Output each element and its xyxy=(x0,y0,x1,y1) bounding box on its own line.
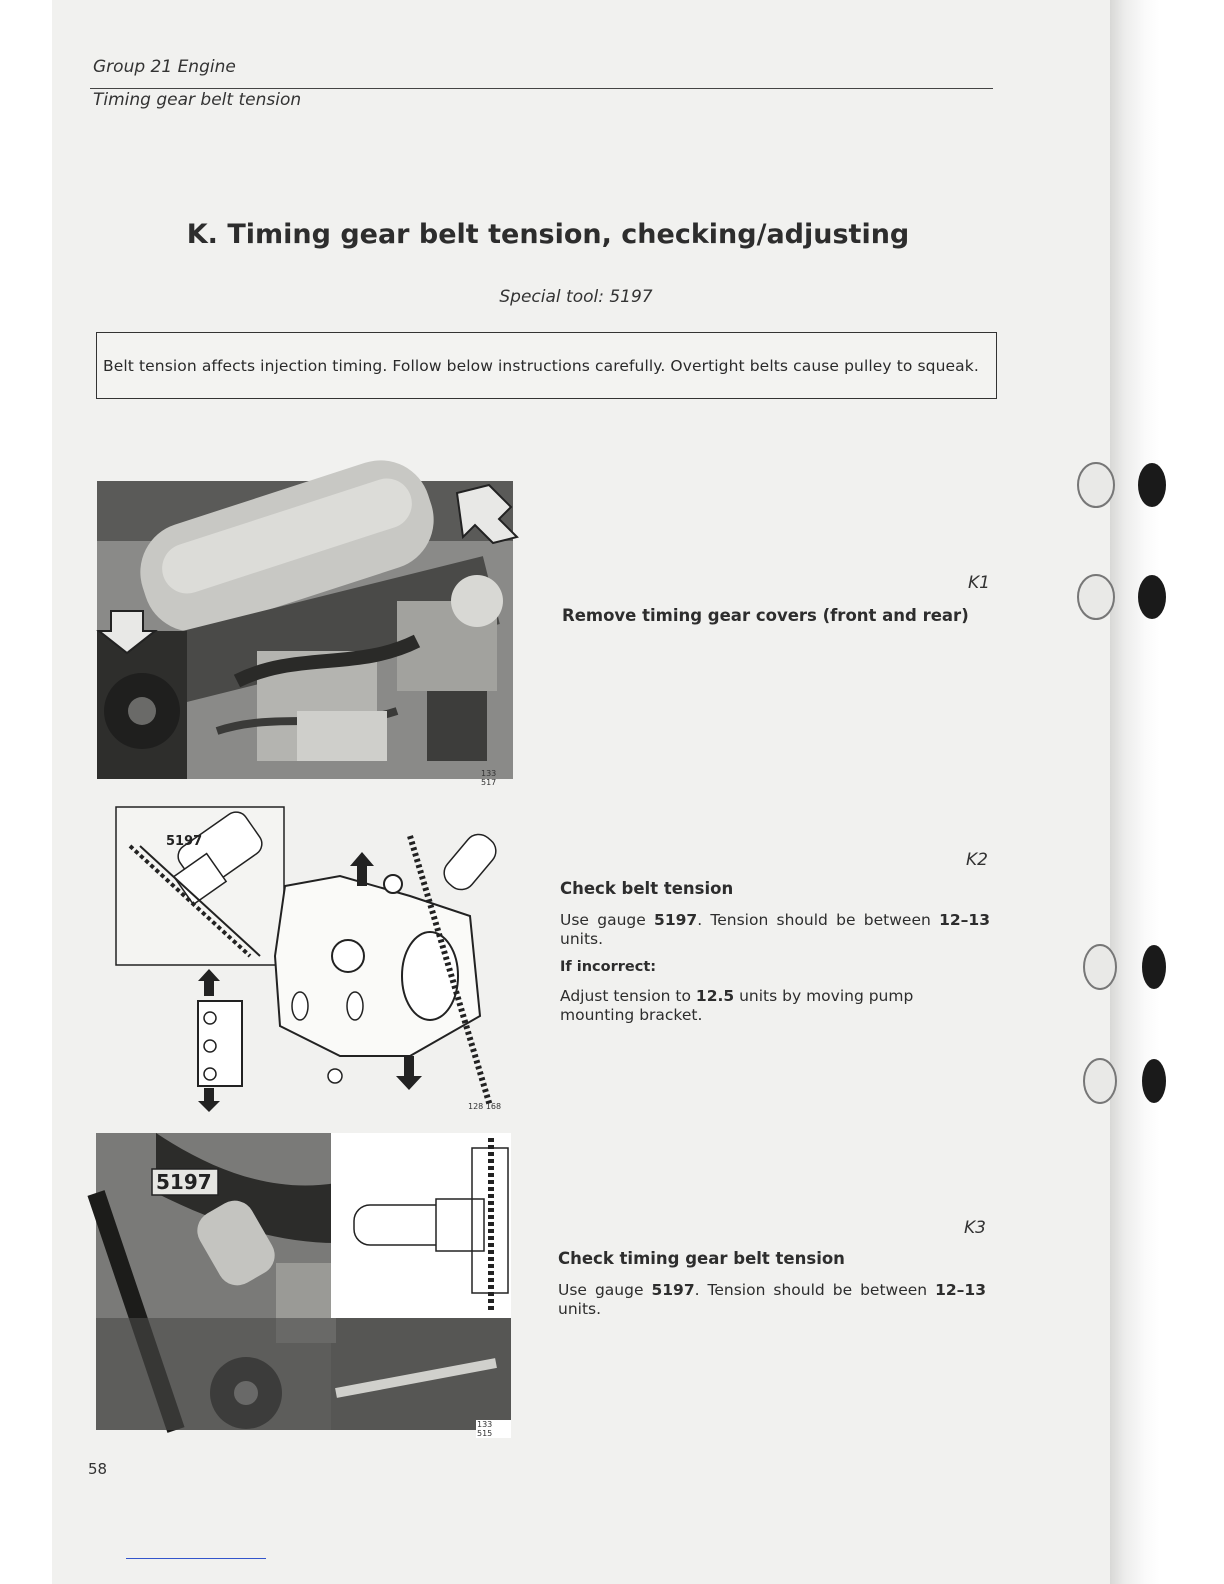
step-k3-heading: Check timing gear belt tension xyxy=(558,1249,845,1268)
page-title: K. Timing gear belt tension, checking/adjusting xyxy=(186,219,910,250)
step-k2-ref: K2 xyxy=(966,850,988,870)
note-text: Belt tension affects injection timing. Follow below instructions carefully. Overtight belts cause pulley to squeak. xyxy=(103,356,979,375)
step-k3-body: Use gauge 5197. Tension should be between 12–13 units. xyxy=(558,1281,986,1318)
header-rule xyxy=(90,88,993,89)
figure-k2-tool-number: 5197 xyxy=(166,834,203,849)
binder-hole xyxy=(1084,1059,1166,1103)
step-k1-ref: K1 xyxy=(968,573,990,593)
figure-k3-number: 133 515 xyxy=(476,1420,511,1438)
figure-k2-diagram xyxy=(110,806,510,1116)
step-k1-heading: Remove timing gear covers (front and rear) xyxy=(562,606,969,625)
note-box xyxy=(96,332,997,399)
tension-range: 12–13 xyxy=(939,911,990,929)
pump-bracket-diagram xyxy=(110,806,510,1116)
gauge-number: 5197 xyxy=(654,911,698,929)
figure-k3-tool-number: 5197 xyxy=(156,1170,212,1194)
special-tool: Special tool: 5197 xyxy=(499,287,653,307)
figure-k1-number: 133 517 xyxy=(481,769,497,787)
step-k2-body: Use gauge 5197. Tension should be between 12–13 units. xyxy=(560,911,990,948)
header-group: Group 21 Engine xyxy=(93,57,236,77)
header-topic: Timing gear belt tension xyxy=(93,90,302,110)
figure-k2-number: 128 168 xyxy=(468,1102,502,1111)
right-margin xyxy=(1160,0,1224,1584)
figure-k3-photo xyxy=(96,1133,511,1438)
step-k2-if-incorrect: If incorrect: xyxy=(560,959,657,975)
figure-k1-engine-photo xyxy=(97,481,513,787)
binder-hole xyxy=(1078,575,1166,619)
binder-hole xyxy=(1084,945,1166,989)
binder-hole xyxy=(1078,463,1166,507)
footer-link-underline xyxy=(126,1558,266,1559)
step-k2-adjust: Adjust tension to 12.5 units by moving pump mounting bracket. xyxy=(560,987,914,1024)
adjust-value: 12.5 xyxy=(695,987,735,1005)
gauge-number: 5197 xyxy=(651,1281,695,1299)
step-k2-heading: Check belt tension xyxy=(560,879,734,898)
page-number: 58 xyxy=(88,1460,108,1478)
engine-photo-illustration xyxy=(97,481,513,779)
step-k3-ref: K3 xyxy=(964,1218,986,1238)
binder-holes xyxy=(1074,455,1164,1115)
tension-range: 12–13 xyxy=(935,1281,986,1299)
